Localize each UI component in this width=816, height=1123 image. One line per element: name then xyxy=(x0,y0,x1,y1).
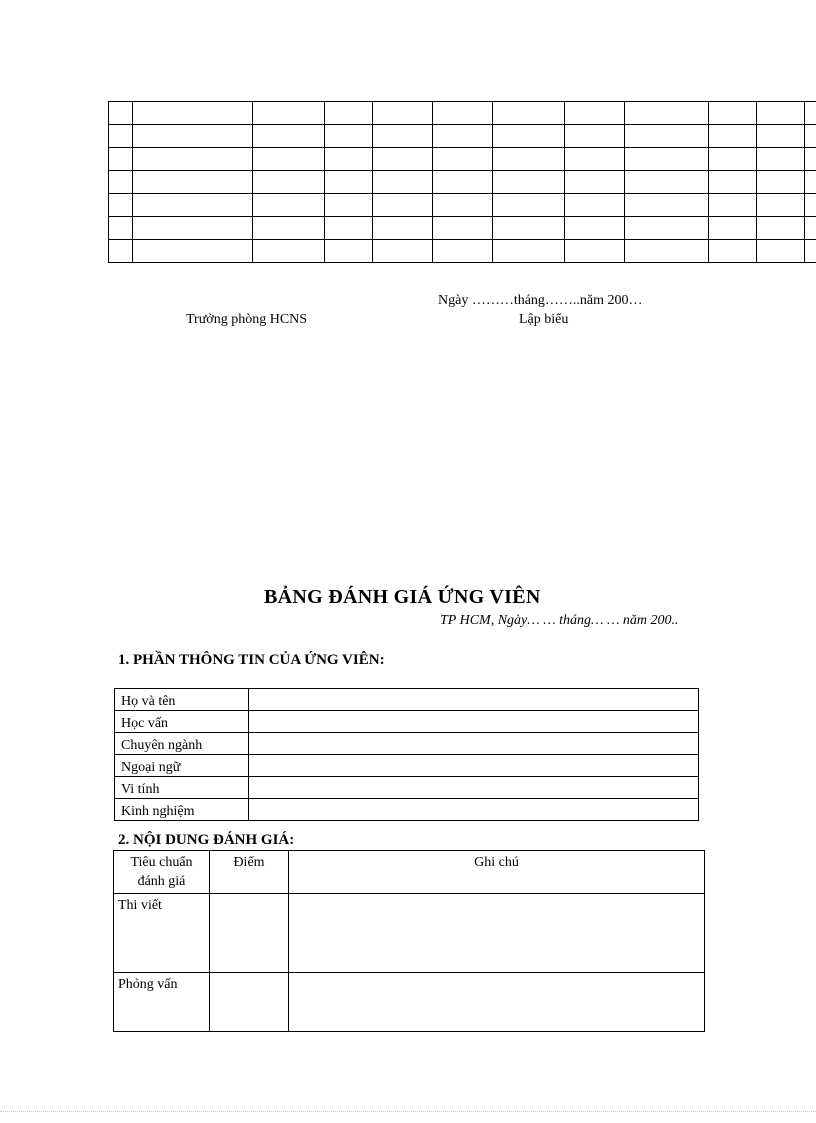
top-table-cell[interactable] xyxy=(625,148,709,171)
top-table-cell[interactable] xyxy=(253,148,325,171)
eval-header-criteria-line2: đánh giá xyxy=(137,874,186,889)
top-table-cell[interactable] xyxy=(325,217,373,240)
section2-heading: 2. NỘI DUNG ĐÁNH GIÁ: xyxy=(118,832,295,848)
top-table-cell[interactable] xyxy=(625,217,709,240)
top-table-cell[interactable] xyxy=(253,102,325,125)
top-table-cell[interactable] xyxy=(325,171,373,194)
top-table-row xyxy=(109,240,816,263)
form-date-line: TP HCM, Ngày… … tháng… … năm 200.. xyxy=(440,613,679,628)
top-table-cell[interactable] xyxy=(625,125,709,148)
top-table-cell[interactable] xyxy=(493,217,565,240)
top-table-cell[interactable] xyxy=(709,102,757,125)
top-table-cell[interactable] xyxy=(325,240,373,263)
top-table-cell[interactable] xyxy=(805,194,816,217)
section1-heading: 1. PHẦN THÔNG TIN CỦA ỨNG VIÊN: xyxy=(118,652,385,668)
top-table-cell[interactable] xyxy=(757,171,805,194)
info-label: Họ và tên xyxy=(115,689,249,711)
top-table-cell[interactable] xyxy=(757,194,805,217)
top-table-cell[interactable] xyxy=(757,217,805,240)
top-table-cell[interactable] xyxy=(109,148,133,171)
top-table-cell[interactable] xyxy=(757,102,805,125)
top-table-row xyxy=(109,194,816,217)
top-table-cell[interactable] xyxy=(433,217,493,240)
eval-note-written[interactable] xyxy=(289,894,705,973)
eval-row xyxy=(114,894,705,973)
evaluation-table xyxy=(113,850,705,1032)
top-table-cell[interactable] xyxy=(493,125,565,148)
eval-header-score: Điểm xyxy=(210,851,289,894)
eval-score-written[interactable] xyxy=(210,894,289,973)
info-value[interactable] xyxy=(249,733,699,755)
top-table-cell[interactable] xyxy=(493,148,565,171)
info-value[interactable] xyxy=(249,689,699,711)
top-table-cell[interactable] xyxy=(805,102,816,125)
top-table-cell[interactable] xyxy=(565,102,625,125)
signature-right-label: Lập biểu xyxy=(519,312,569,327)
top-table-cell[interactable] xyxy=(373,240,433,263)
top-table-cell[interactable] xyxy=(133,125,253,148)
top-table-cell[interactable] xyxy=(493,171,565,194)
info-row xyxy=(115,755,699,777)
top-table-cell[interactable] xyxy=(709,171,757,194)
top-table-cell[interactable] xyxy=(709,217,757,240)
top-table-cell[interactable] xyxy=(253,194,325,217)
info-value[interactable] xyxy=(249,755,699,777)
signature-left-label: Trưởng phòng HCNS xyxy=(186,312,308,327)
top-table-cell[interactable] xyxy=(373,148,433,171)
top-table-cell[interactable] xyxy=(565,171,625,194)
top-table-cell[interactable] xyxy=(373,194,433,217)
eval-note-interview[interactable] xyxy=(289,973,705,1032)
top-table-cell[interactable] xyxy=(805,125,816,148)
top-table-cell[interactable] xyxy=(325,102,373,125)
top-table-cell[interactable] xyxy=(373,102,433,125)
top-table-cell[interactable] xyxy=(709,240,757,263)
top-table-cell[interactable] xyxy=(325,148,373,171)
top-table-cell[interactable] xyxy=(625,194,709,217)
top-table-cell[interactable] xyxy=(805,240,816,263)
eval-criteria-interview: Phỏng vấn xyxy=(114,973,210,1032)
top-table-cell[interactable] xyxy=(805,148,816,171)
candidate-info-table xyxy=(114,688,699,821)
info-row xyxy=(115,733,699,755)
eval-header-row xyxy=(114,851,705,894)
info-row xyxy=(115,711,699,733)
top-table-cell[interactable] xyxy=(133,240,253,263)
top-table-row xyxy=(109,217,816,240)
top-table-cell[interactable] xyxy=(133,148,253,171)
top-table-cell[interactable] xyxy=(253,217,325,240)
info-label: Ngoại ngữ xyxy=(115,755,249,777)
top-table-cell[interactable] xyxy=(805,217,816,240)
top-table-cell[interactable] xyxy=(565,194,625,217)
info-row xyxy=(115,777,699,799)
eval-header-criteria xyxy=(114,851,210,894)
top-table-cell[interactable] xyxy=(493,102,565,125)
top-table-cell[interactable] xyxy=(433,148,493,171)
eval-header-criteria-line1: Tiêu chuẩn xyxy=(130,855,193,870)
top-table-cell[interactable] xyxy=(565,240,625,263)
top-table-cell[interactable] xyxy=(433,125,493,148)
top-table-cell[interactable] xyxy=(565,217,625,240)
eval-criteria-written: Thi viết xyxy=(114,894,210,973)
top-table-cell[interactable] xyxy=(493,240,565,263)
top-table-cell[interactable] xyxy=(373,125,433,148)
info-label: Học vấn xyxy=(115,711,249,733)
eval-header-note: Ghi chú xyxy=(289,851,705,894)
info-value[interactable] xyxy=(249,799,699,821)
top-table-cell[interactable] xyxy=(709,125,757,148)
eval-score-interview[interactable] xyxy=(210,973,289,1032)
top-table-row xyxy=(109,148,816,171)
top-table-cell[interactable] xyxy=(625,240,709,263)
eval-row xyxy=(114,973,705,1032)
info-value[interactable] xyxy=(249,711,699,733)
top-table-cell[interactable] xyxy=(325,194,373,217)
top-table-cell[interactable] xyxy=(757,125,805,148)
top-table-cell[interactable] xyxy=(133,217,253,240)
top-table-cell[interactable] xyxy=(109,240,133,263)
top-table-row xyxy=(109,171,816,194)
top-table-cell[interactable] xyxy=(109,102,133,125)
top-table-cell[interactable] xyxy=(109,125,133,148)
page-footer-divider xyxy=(0,1111,816,1112)
top-table-cell[interactable] xyxy=(373,171,433,194)
top-table-cell[interactable] xyxy=(757,240,805,263)
top-table-cell[interactable] xyxy=(709,148,757,171)
top-table-row xyxy=(109,102,816,125)
top-table-cell[interactable] xyxy=(109,217,133,240)
top-table-cell[interactable] xyxy=(133,102,253,125)
top-table-row xyxy=(109,125,816,148)
top-table-cell[interactable] xyxy=(757,148,805,171)
top-table-cell[interactable] xyxy=(433,240,493,263)
top-table-cell[interactable] xyxy=(433,102,493,125)
signature-date-line: Ngày ………tháng……..năm 200… xyxy=(438,293,643,308)
info-label: Chuyên ngành xyxy=(115,733,249,755)
info-value[interactable] xyxy=(249,777,699,799)
top-table-cell[interactable] xyxy=(253,240,325,263)
top-table-wrapper xyxy=(108,101,816,263)
top-table-cell[interactable] xyxy=(109,194,133,217)
top-table-cell[interactable] xyxy=(709,194,757,217)
top-table-cell[interactable] xyxy=(325,125,373,148)
top-table-cell[interactable] xyxy=(565,148,625,171)
info-row xyxy=(115,689,699,711)
top-table-cell[interactable] xyxy=(373,217,433,240)
info-label: Kinh nghiệm xyxy=(115,799,249,821)
top-table-cell[interactable] xyxy=(433,194,493,217)
top-table-cell[interactable] xyxy=(253,125,325,148)
top-table-cell[interactable] xyxy=(133,194,253,217)
top-table-cell[interactable] xyxy=(433,171,493,194)
top-table-cell[interactable] xyxy=(109,171,133,194)
info-row xyxy=(115,799,699,821)
top-table-cell[interactable] xyxy=(493,194,565,217)
top-table-cell[interactable] xyxy=(805,171,816,194)
form-title: BẢNG ĐÁNH GIÁ ỨNG VIÊN xyxy=(264,586,541,608)
top-table-cell[interactable] xyxy=(625,102,709,125)
top-table-cell[interactable] xyxy=(133,171,253,194)
top-table-cell[interactable] xyxy=(625,171,709,194)
top-table-cell[interactable] xyxy=(565,125,625,148)
top-table-cell[interactable] xyxy=(253,171,325,194)
info-label: Vi tính xyxy=(115,777,249,799)
top-table xyxy=(108,101,816,263)
